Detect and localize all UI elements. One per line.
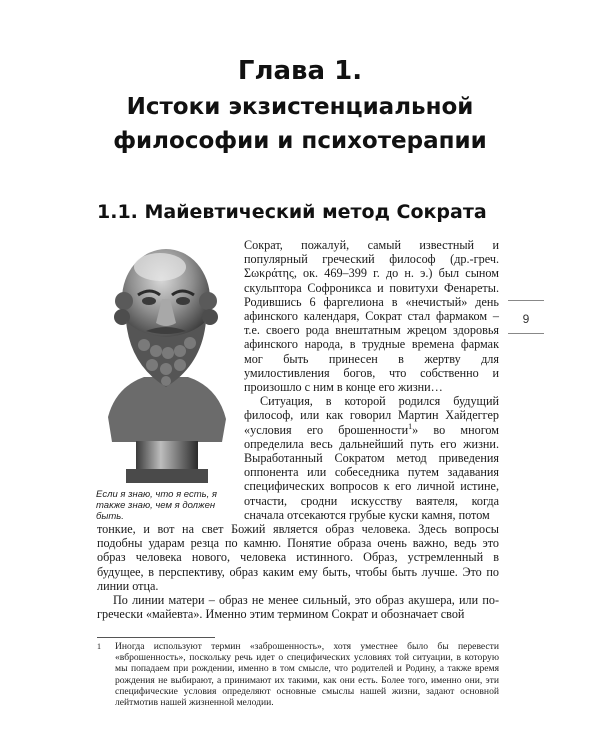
paragraph-2-start: Ситуация, в которой родился будущий философ, или как говорил Мартин Хайдеггер «условия его брошенности	[244, 394, 499, 437]
page-number-rule-top	[508, 300, 544, 301]
paragraph-1: Сократ, пожалуй, самый известный и популярный греческий философ (др.-греч. Σωκράτης, ок. 469–399 г. до н. э.) был сыном скульптора Софроникса и повитухи Фенареты. Родившись 6 фаргелиона в «нечистый» день афинского календаря, Сократ стал фармаком – т.е. своего рода внештатным жрецом здоровья афинского народа, в трудные времена фармак мог быть принесен в жертву для умилостивления богов, что собственно и произошло с ним в конце его жизни…	[244, 238, 499, 395]
chapter-label: Глава 1.	[237, 56, 363, 86]
paragraph-2	[244, 394, 499, 522]
footnote-reference[interactable]: 1	[408, 421, 413, 431]
page-number-rule-bottom	[508, 333, 544, 334]
footnote-mark: 1	[97, 642, 101, 651]
section-title: 1.1. Майевтический метод Сократа	[97, 201, 487, 223]
footnote	[97, 641, 499, 708]
socrates-bust-image	[96, 237, 236, 489]
figure-caption: Если я знаю, что я есть, я также знаю, чем я должен быть.	[96, 489, 217, 522]
chapter-title: Истоки экзистенциальной философии и психотерапии	[113, 94, 487, 154]
body-text-wrapped	[244, 238, 499, 522]
footnote-separator	[97, 637, 215, 638]
page-number: 9	[522, 312, 530, 326]
paragraph-2-continuation: тонкие, и вот на свет Божий является образ человека. Здесь вопросы подобны ударам резца по камню. Понятие образа очень важно, ведь это образ человека нового, человека истинного. Образ, устремленный в будущее, в перспективу, образ каким ему быть, чтобы быть лучше. Это по линии отца.	[97, 522, 499, 593]
paragraph-3: По линии матери – образ не менее сильный, это образ акушера, или по-гречески «майевта». Именно этим термином Сократ и обозначает свой	[97, 593, 499, 622]
paragraph-2-rest: » во многом определила весь дальнейший путь его жизни. Выработанный Сократом метод приведения оппонента или собеседника путем задавания специфических вопросов к его личной истине, отчасти, сродни искусству ваятеля, когда сначала отсекаются грубые куски камня, потом	[244, 422, 499, 522]
footnote-text: Иногда используют термин «заброшенность», хотя уместнее было бы перевести «вброшенность», поскольку речь идет о специфических условиях той ситуации, в которую мы попадаем при рождении, именно в том смысле, что родителей и Родину, а также время рождения не выбирают, а принимают их такими, как они есть. Более того, именно они, эти специфические условия определяют основные смыслы нашей жизни, задают основной лейтмотив нашей жизненной мелодии.	[115, 641, 499, 709]
body-text-full-width	[97, 522, 499, 621]
